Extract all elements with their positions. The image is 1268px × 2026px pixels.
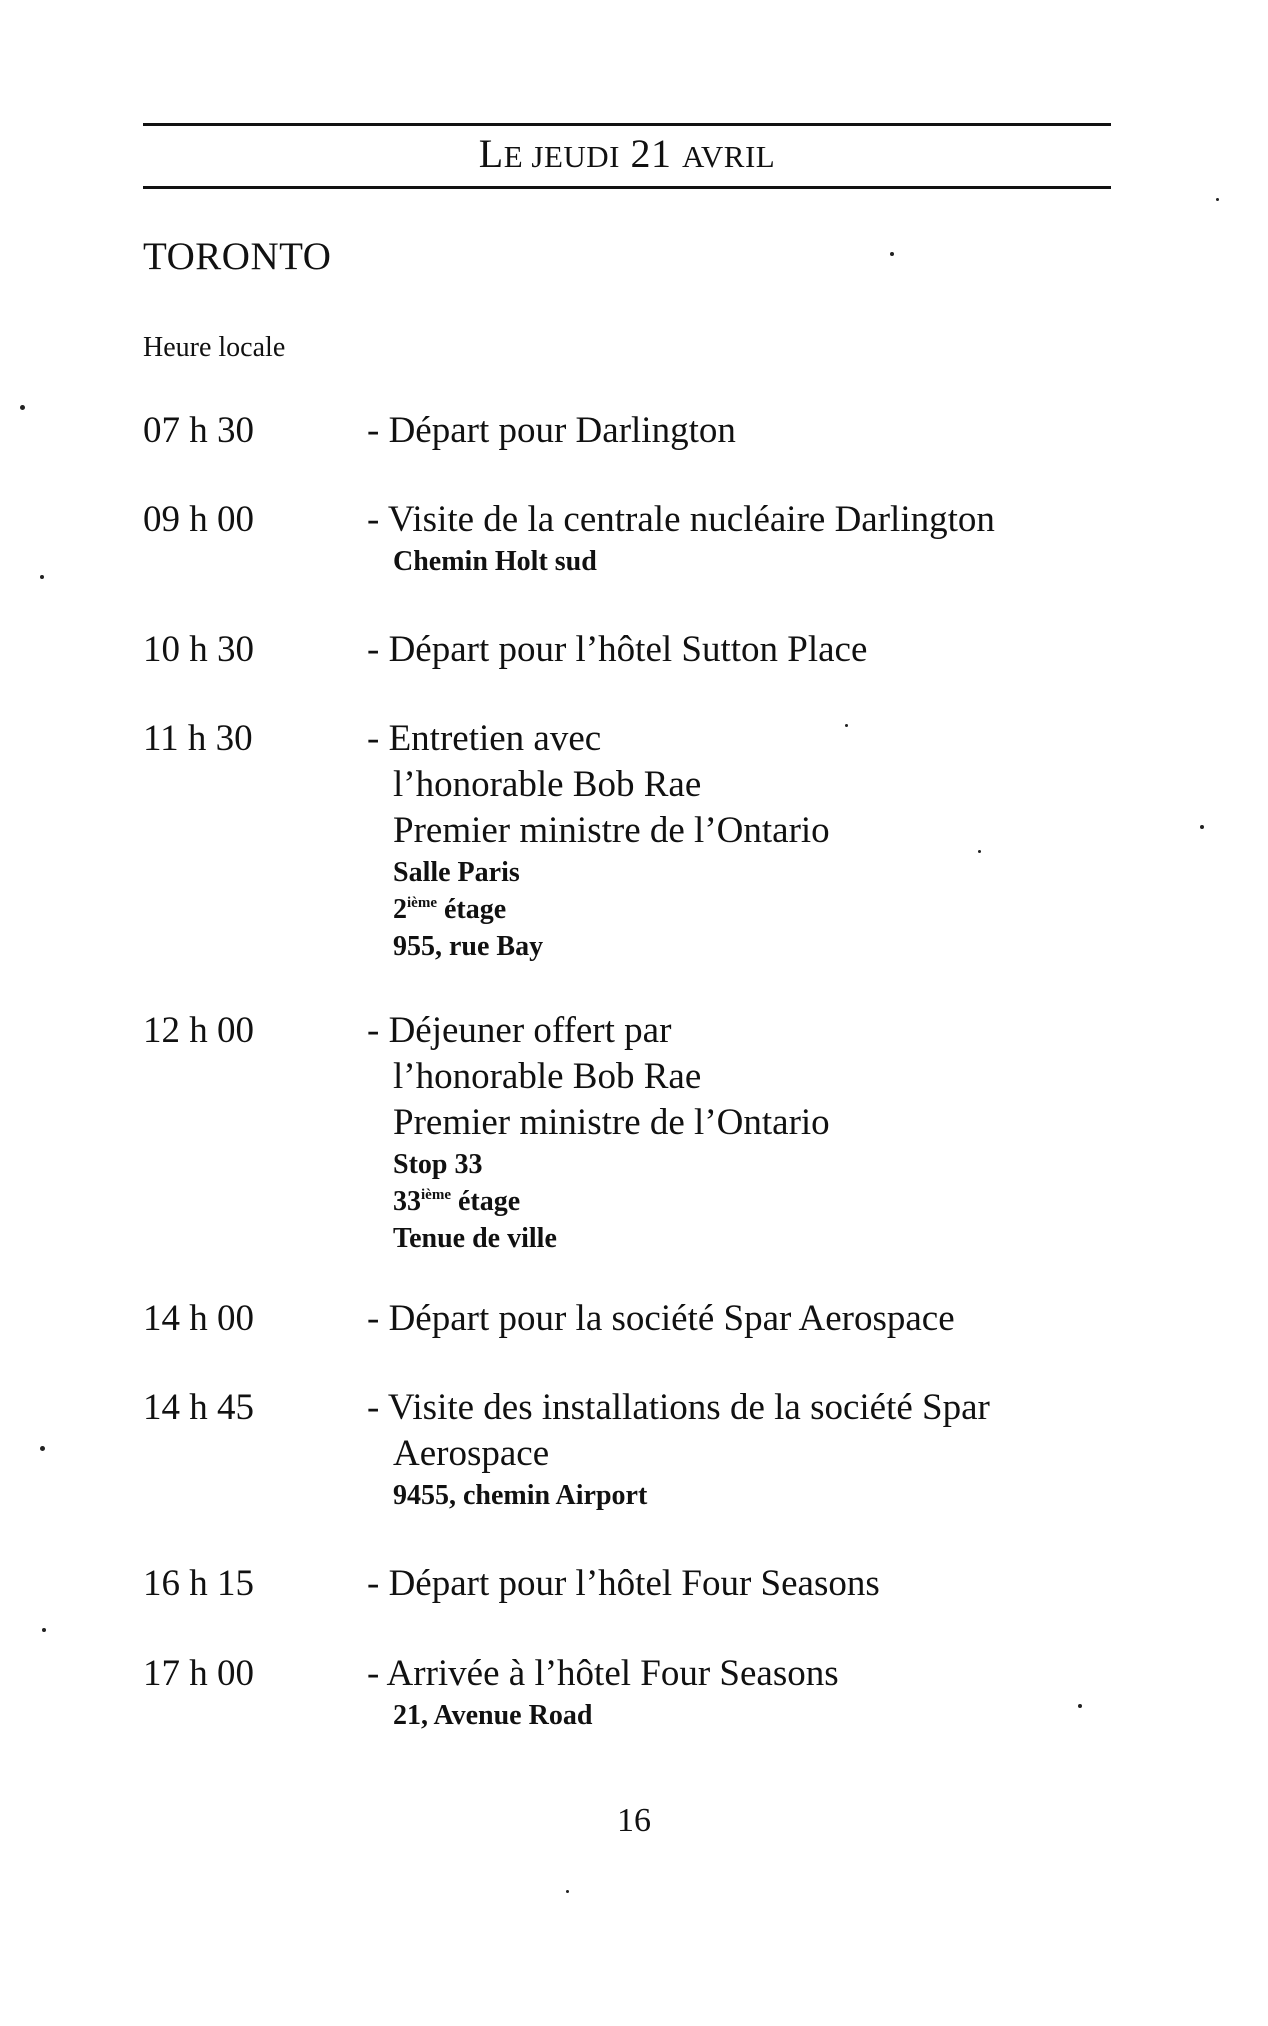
entry-details <box>367 1561 1127 1607</box>
entry-line: l’honorable Bob Rae <box>393 764 702 805</box>
entry-details <box>367 1651 1127 1734</box>
entry-location: Stop 33 <box>393 1149 483 1180</box>
entry-time: 14 h 00 <box>143 1298 254 1339</box>
entry-line: Premier ministre de l’Ontario <box>393 1102 830 1143</box>
header-top-rule <box>143 123 1111 126</box>
scan-speck <box>1078 1704 1082 1708</box>
scan-speck <box>42 1628 46 1632</box>
scan-speck <box>978 850 981 853</box>
entry-line: - Visite des installations de la société Spar <box>367 1387 990 1428</box>
entry-line: - Entretien avec <box>367 718 602 759</box>
floor-number: 2 <box>393 894 407 925</box>
entry-location: Chemin Holt sud <box>393 546 597 577</box>
entry-line: - Départ pour la société Spar Aerospace <box>367 1298 955 1339</box>
entry-time: 11 h 30 <box>143 718 253 759</box>
scan-speck <box>1216 198 1219 201</box>
scan-speck <box>40 1446 45 1451</box>
title-initial: L <box>478 131 504 176</box>
entry-line: - Déjeuner offert par <box>367 1010 672 1051</box>
entry-details <box>367 408 1127 454</box>
entry-line: - Départ pour l’hôtel Sutton Place <box>367 629 868 670</box>
floor-word: étage <box>450 1186 521 1217</box>
entry-details <box>367 716 1127 965</box>
title-small-caps: E JEUDI <box>503 139 620 174</box>
entry-line: - Départ pour l’hôtel Four Seasons <box>367 1563 880 1604</box>
entry-floor <box>367 891 1127 928</box>
entry-details <box>367 1008 1127 1257</box>
floor-number: 33 <box>393 1186 421 1217</box>
entry-details <box>367 497 1127 580</box>
entry-time: 12 h 00 <box>143 1010 254 1051</box>
entry-address: 9455, chemin Airport <box>393 1480 648 1511</box>
entry-line: Premier ministre de l’Ontario <box>393 810 830 851</box>
entry-time: 07 h 30 <box>143 410 254 451</box>
title-month: AVRIL <box>682 139 776 174</box>
scan-speck <box>20 405 25 410</box>
entry-line: Aerospace <box>393 1433 550 1474</box>
scan-speck <box>845 724 848 727</box>
entry-time: 17 h 00 <box>143 1653 254 1694</box>
scan-speck <box>40 575 44 579</box>
entry-line: - Visite de la centrale nucléaire Darlington <box>367 499 995 540</box>
entry-floor <box>367 1183 1127 1220</box>
page-title <box>143 130 1111 177</box>
entry-location: Salle Paris <box>393 857 520 888</box>
scan-speck <box>1200 825 1204 829</box>
entry-address: 21, Avenue Road <box>393 1700 593 1731</box>
entry-dress-code: Tenue de ville <box>393 1223 557 1254</box>
entry-time: 09 h 00 <box>143 499 254 540</box>
floor-word: étage <box>436 894 507 925</box>
local-time-label: Heure locale <box>143 332 286 363</box>
entry-line: - Arrivée à l’hôtel Four Seasons <box>367 1653 839 1694</box>
scan-speck <box>890 252 894 256</box>
entry-address: 955, rue Bay <box>393 931 544 962</box>
entry-time: 10 h 30 <box>143 629 254 670</box>
floor-ordinal: ième <box>421 1187 451 1203</box>
page-number: 16 <box>617 1802 651 1839</box>
scan-speck <box>566 1890 569 1893</box>
city-heading: TORONTO <box>143 235 332 278</box>
entry-time: 14 h 45 <box>143 1387 254 1428</box>
entry-line: l’honorable Bob Rae <box>393 1056 702 1097</box>
entry-details <box>367 1296 1127 1342</box>
entry-line: - Départ pour Darlington <box>367 410 736 451</box>
entry-details <box>367 627 1127 673</box>
title-day-number: 21 <box>620 131 682 176</box>
entry-details <box>367 1385 1127 1514</box>
header-bottom-rule <box>143 186 1111 189</box>
floor-ordinal: ième <box>407 895 437 911</box>
entry-time: 16 h 15 <box>143 1563 254 1604</box>
